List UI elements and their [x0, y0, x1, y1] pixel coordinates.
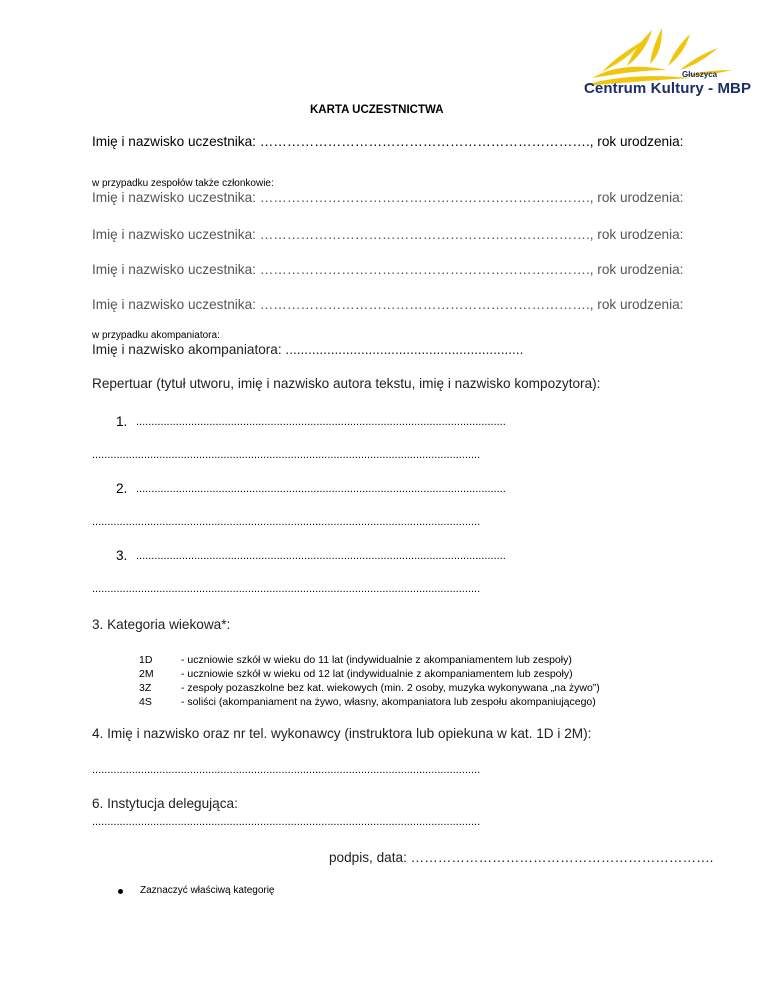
- category-code: 3Z: [139, 682, 152, 694]
- accompanist-note: w przypadku akompaniatora:: [92, 330, 220, 341]
- repertoire-2-dots: .........................................................................................................................: [136, 483, 506, 495]
- institution-dots: ...............................................................................................................................: [92, 816, 481, 828]
- repertoire-3-dots: .........................................................................................................................: [136, 550, 506, 562]
- member-line-4: Imię i nazwisko uczestnika: ………………………………………………………………., rok urodzenia:: [92, 297, 684, 312]
- participant-line: Imię i nazwisko uczestnika: ………………………………………………………………., rok urodzenia:: [92, 134, 684, 149]
- category-description: - uczniowie szkół w wieku od 12 lat (indywidualnie z akompaniamentem lub zespoły): [181, 668, 573, 680]
- member-line-1: Imię i nazwisko uczestnika: ………………………………………………………………., rok urodzenia:: [92, 190, 684, 205]
- logo-town: Głuszyca: [682, 70, 718, 79]
- signature-line: podpis, data: ………………………………………………………….: [329, 850, 714, 865]
- repertoire-1-number: 1.: [116, 414, 128, 429]
- category-description: - soliści (akompaniament na żywo, własny, akompaniatora lub zespołu akompaniującego): [181, 696, 596, 708]
- category-description: - uczniowie szkół w wieku do 11 lat (indywidualnie z akompaniamentem lub zespoły): [181, 654, 572, 666]
- accompanist-line: Imię i nazwisko akompaniatora: ...............................................................: [92, 342, 524, 357]
- repertoire-2-number: 2.: [116, 481, 128, 496]
- category-description: - zespoły pozaszkolne bez kat. wiekowych (min. 2 osoby, muzyka wykonywana „na żywo”): [181, 682, 600, 694]
- member-line-2: Imię i nazwisko uczestnika: ………………………………………………………………., rok urodzenia:: [92, 227, 684, 242]
- member-line-3: Imię i nazwisko uczestnika: ………………………………………………………………., rok urodzenia:: [92, 262, 684, 277]
- contact-dots: ...............................................................................................................................: [92, 764, 481, 776]
- category-code: 1D: [139, 654, 153, 666]
- repertoire-3-number: 3.: [116, 548, 128, 563]
- repertoire-heading: Repertuar (tytuł utworu, imię i nazwisko autora tekstu, imię i nazwisko kompozytora):: [92, 376, 601, 391]
- repertoire-1-dots: .........................................................................................................................: [136, 416, 506, 428]
- repertoire-1-continuation: ...............................................................................................................................: [92, 449, 481, 461]
- team-note: w przypadku zespołów także członkowie:: [92, 178, 274, 189]
- repertoire-3-continuation: ...............................................................................................................................: [92, 583, 481, 595]
- contact-heading: 4. Imię i nazwisko oraz nr tel. wykonawcy (instruktora lub opiekuna w kat. 1D i 2M):: [92, 726, 592, 741]
- bullet-icon: [118, 889, 123, 894]
- category-code: 4S: [139, 696, 152, 708]
- institution-heading: 6. Instytucja delegująca:: [92, 796, 238, 811]
- category-heading: 3. Kategoria wiekowa*:: [92, 617, 231, 632]
- repertoire-2-continuation: ...............................................................................................................................: [92, 516, 481, 528]
- logo-name: Centrum Kultury - MBP: [584, 80, 752, 97]
- page-title: KARTA UCZESTNICTWA: [310, 104, 444, 116]
- footnote: Zaznaczyć właściwą kategorię: [140, 885, 275, 896]
- category-code: 2M: [139, 668, 154, 680]
